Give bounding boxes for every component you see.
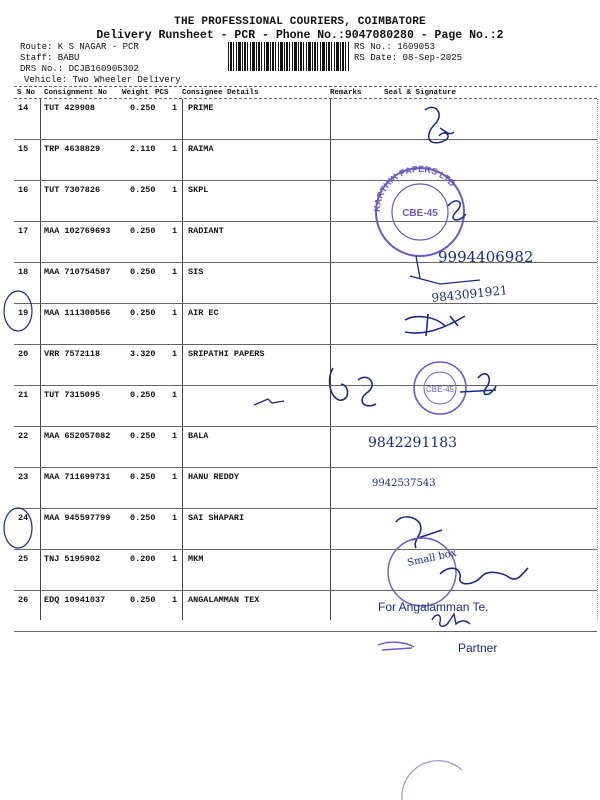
handwritten-phone-22: 9842291183 (368, 435, 458, 451)
table-row (14, 99, 597, 140)
handwritten-phone-18: 9843091921 (430, 283, 509, 305)
row-weight: 0.250 (130, 595, 156, 605)
row-consignment-no: MAA 111300566 (44, 308, 111, 318)
row-consignee: MKM (188, 554, 204, 564)
row-consignee: HANU REDDY (188, 472, 240, 482)
col-header-remarks: Remarks (330, 89, 362, 97)
row-consignment-no: VRR 7572118 (44, 349, 101, 359)
row-consignee: AIR EC (188, 308, 219, 318)
rs-number: RS No.: 1609053 (354, 42, 436, 52)
table-row (14, 140, 597, 181)
row-consignment-no: MAA 711699731 (44, 472, 111, 482)
row-sno: 14 (18, 103, 29, 113)
row-pcs: 1 (172, 185, 178, 195)
row-pcs: 1 (172, 390, 178, 400)
table-row (14, 304, 597, 345)
row-consignment-no: TUT 7307826 (44, 185, 101, 195)
row-sno: 24 (18, 513, 29, 523)
partner-label: Partner (458, 641, 498, 655)
row-sno: 26 (18, 595, 29, 605)
row-weight: 0.250 (130, 472, 156, 482)
rs-date: RS Date: 08-Sep-2025 (354, 53, 463, 63)
row-consignee: SKPL (188, 185, 209, 195)
row-pcs: 1 (172, 595, 178, 605)
row-sno: 23 (18, 472, 29, 482)
company-title: THE PROFESSIONAL COURIERS, COIMBATORE (174, 16, 426, 28)
row-consignment-no: TUT 429908 (44, 103, 96, 113)
row-consignment-no: MAA 945597799 (44, 513, 111, 523)
table-row (14, 181, 597, 222)
row-weight: 0.200 (130, 554, 156, 564)
row-weight: 0.250 (130, 431, 156, 441)
row-sno: 25 (18, 554, 29, 564)
row-sno: 19 (18, 308, 29, 318)
row-sno: 16 (18, 185, 29, 195)
handwritten-note-25: Small box (406, 547, 458, 569)
row-sno: 15 (18, 144, 29, 154)
row-weight: 2.110 (130, 144, 156, 154)
handwritten-phone-17: 9994406982 (438, 248, 534, 266)
row-consignment-no: MAA 710754587 (44, 267, 111, 277)
table-row (14, 591, 597, 632)
row-pcs: 1 (172, 431, 178, 441)
stamp-center-text: CBE-45 (425, 385, 455, 394)
col-header-consignee: Consignee Details (182, 89, 259, 97)
row-consignment-no: MAA 102769693 (44, 226, 111, 236)
row-consignee: PRIME (188, 103, 214, 113)
row-weight: 0.250 (130, 103, 156, 113)
row-consignee: RAIMA (188, 144, 214, 154)
staff-label: Staff: BABU (20, 53, 80, 63)
row-consignee: ANGALAMMAN TEX (188, 595, 260, 605)
row-sno: 21 (18, 390, 29, 400)
table-row (14, 509, 597, 550)
stamp-center-text: CBE-45 (402, 208, 438, 219)
row-consignee: SIS (188, 267, 204, 277)
table-row (14, 263, 597, 304)
drs-number: DRS No.: DCJB160905302 (20, 64, 139, 74)
table-row (14, 427, 597, 468)
row-weight: 3.320 (130, 349, 156, 359)
vehicle-label: Vehicle: Two Wheeler Delivery (24, 75, 181, 85)
col-divider (597, 99, 598, 620)
row-sno: 18 (18, 267, 29, 277)
table-row (14, 222, 597, 263)
row-pcs: 1 (172, 144, 178, 154)
row-consignee: RADIANT (188, 226, 224, 236)
col-header-sno: S No (17, 89, 36, 97)
route-label: Route: K S NAGAR - PCR (20, 42, 139, 52)
row-consignee: SAI SHAPARI (188, 513, 245, 523)
table-row (14, 547, 597, 591)
row-pcs: 1 (172, 308, 178, 318)
row-separator (14, 631, 597, 632)
row-consignment-no: TRP 4638829 (44, 144, 101, 154)
row-pcs: 1 (172, 226, 178, 236)
table-row (14, 345, 597, 386)
runsheet-subtitle: Delivery Runsheet - PCR - Phone No.:9047080280 - Page No.:2 (96, 29, 504, 42)
col-header-weight: Weight (122, 89, 150, 97)
row-consignment-no: MAA 652057082 (44, 431, 111, 441)
row-sno: 20 (18, 349, 29, 359)
row-weight: 0.250 (130, 513, 156, 523)
table-row (14, 468, 597, 509)
row-weight: 0.250 (130, 390, 156, 400)
table-row (14, 386, 597, 427)
angalamman-stamp-text: For Angalamman Te. (378, 600, 489, 614)
row-consignee: SRIPATHI PAPERS (188, 349, 265, 359)
row-pcs: 1 (172, 472, 178, 482)
row-sno: 17 (18, 226, 29, 236)
row-consignee: BALA (188, 431, 209, 441)
barcode (228, 42, 350, 71)
row-weight: 0.250 (130, 185, 156, 195)
row-weight: 0.250 (130, 226, 156, 236)
row-pcs: 1 (172, 103, 178, 113)
row-pcs: 1 (172, 554, 178, 564)
row-consignment-no: TNJ 5195902 (44, 554, 101, 564)
row-consignment-no: TUT 7315095 (44, 390, 101, 400)
row-consignment-no: EDQ 10941037 (44, 595, 106, 605)
row-weight: 0.250 (130, 308, 156, 318)
row-pcs: 1 (172, 513, 178, 523)
handwritten-phone-23: 9942537543 (372, 478, 436, 489)
row-weight: 0.250 (130, 267, 156, 277)
col-header-pcs: PCS (155, 89, 169, 97)
stamp-ring-text: KARTHIK PAPERS LTD (371, 163, 458, 213)
col-header-consignment: Consignment No (44, 89, 108, 97)
row-pcs: 1 (172, 267, 178, 277)
row-sno: 22 (18, 431, 29, 441)
row-pcs: 1 (172, 349, 178, 359)
header-top-rule (14, 86, 597, 87)
col-header-seal: Seal & Signature (384, 89, 457, 97)
